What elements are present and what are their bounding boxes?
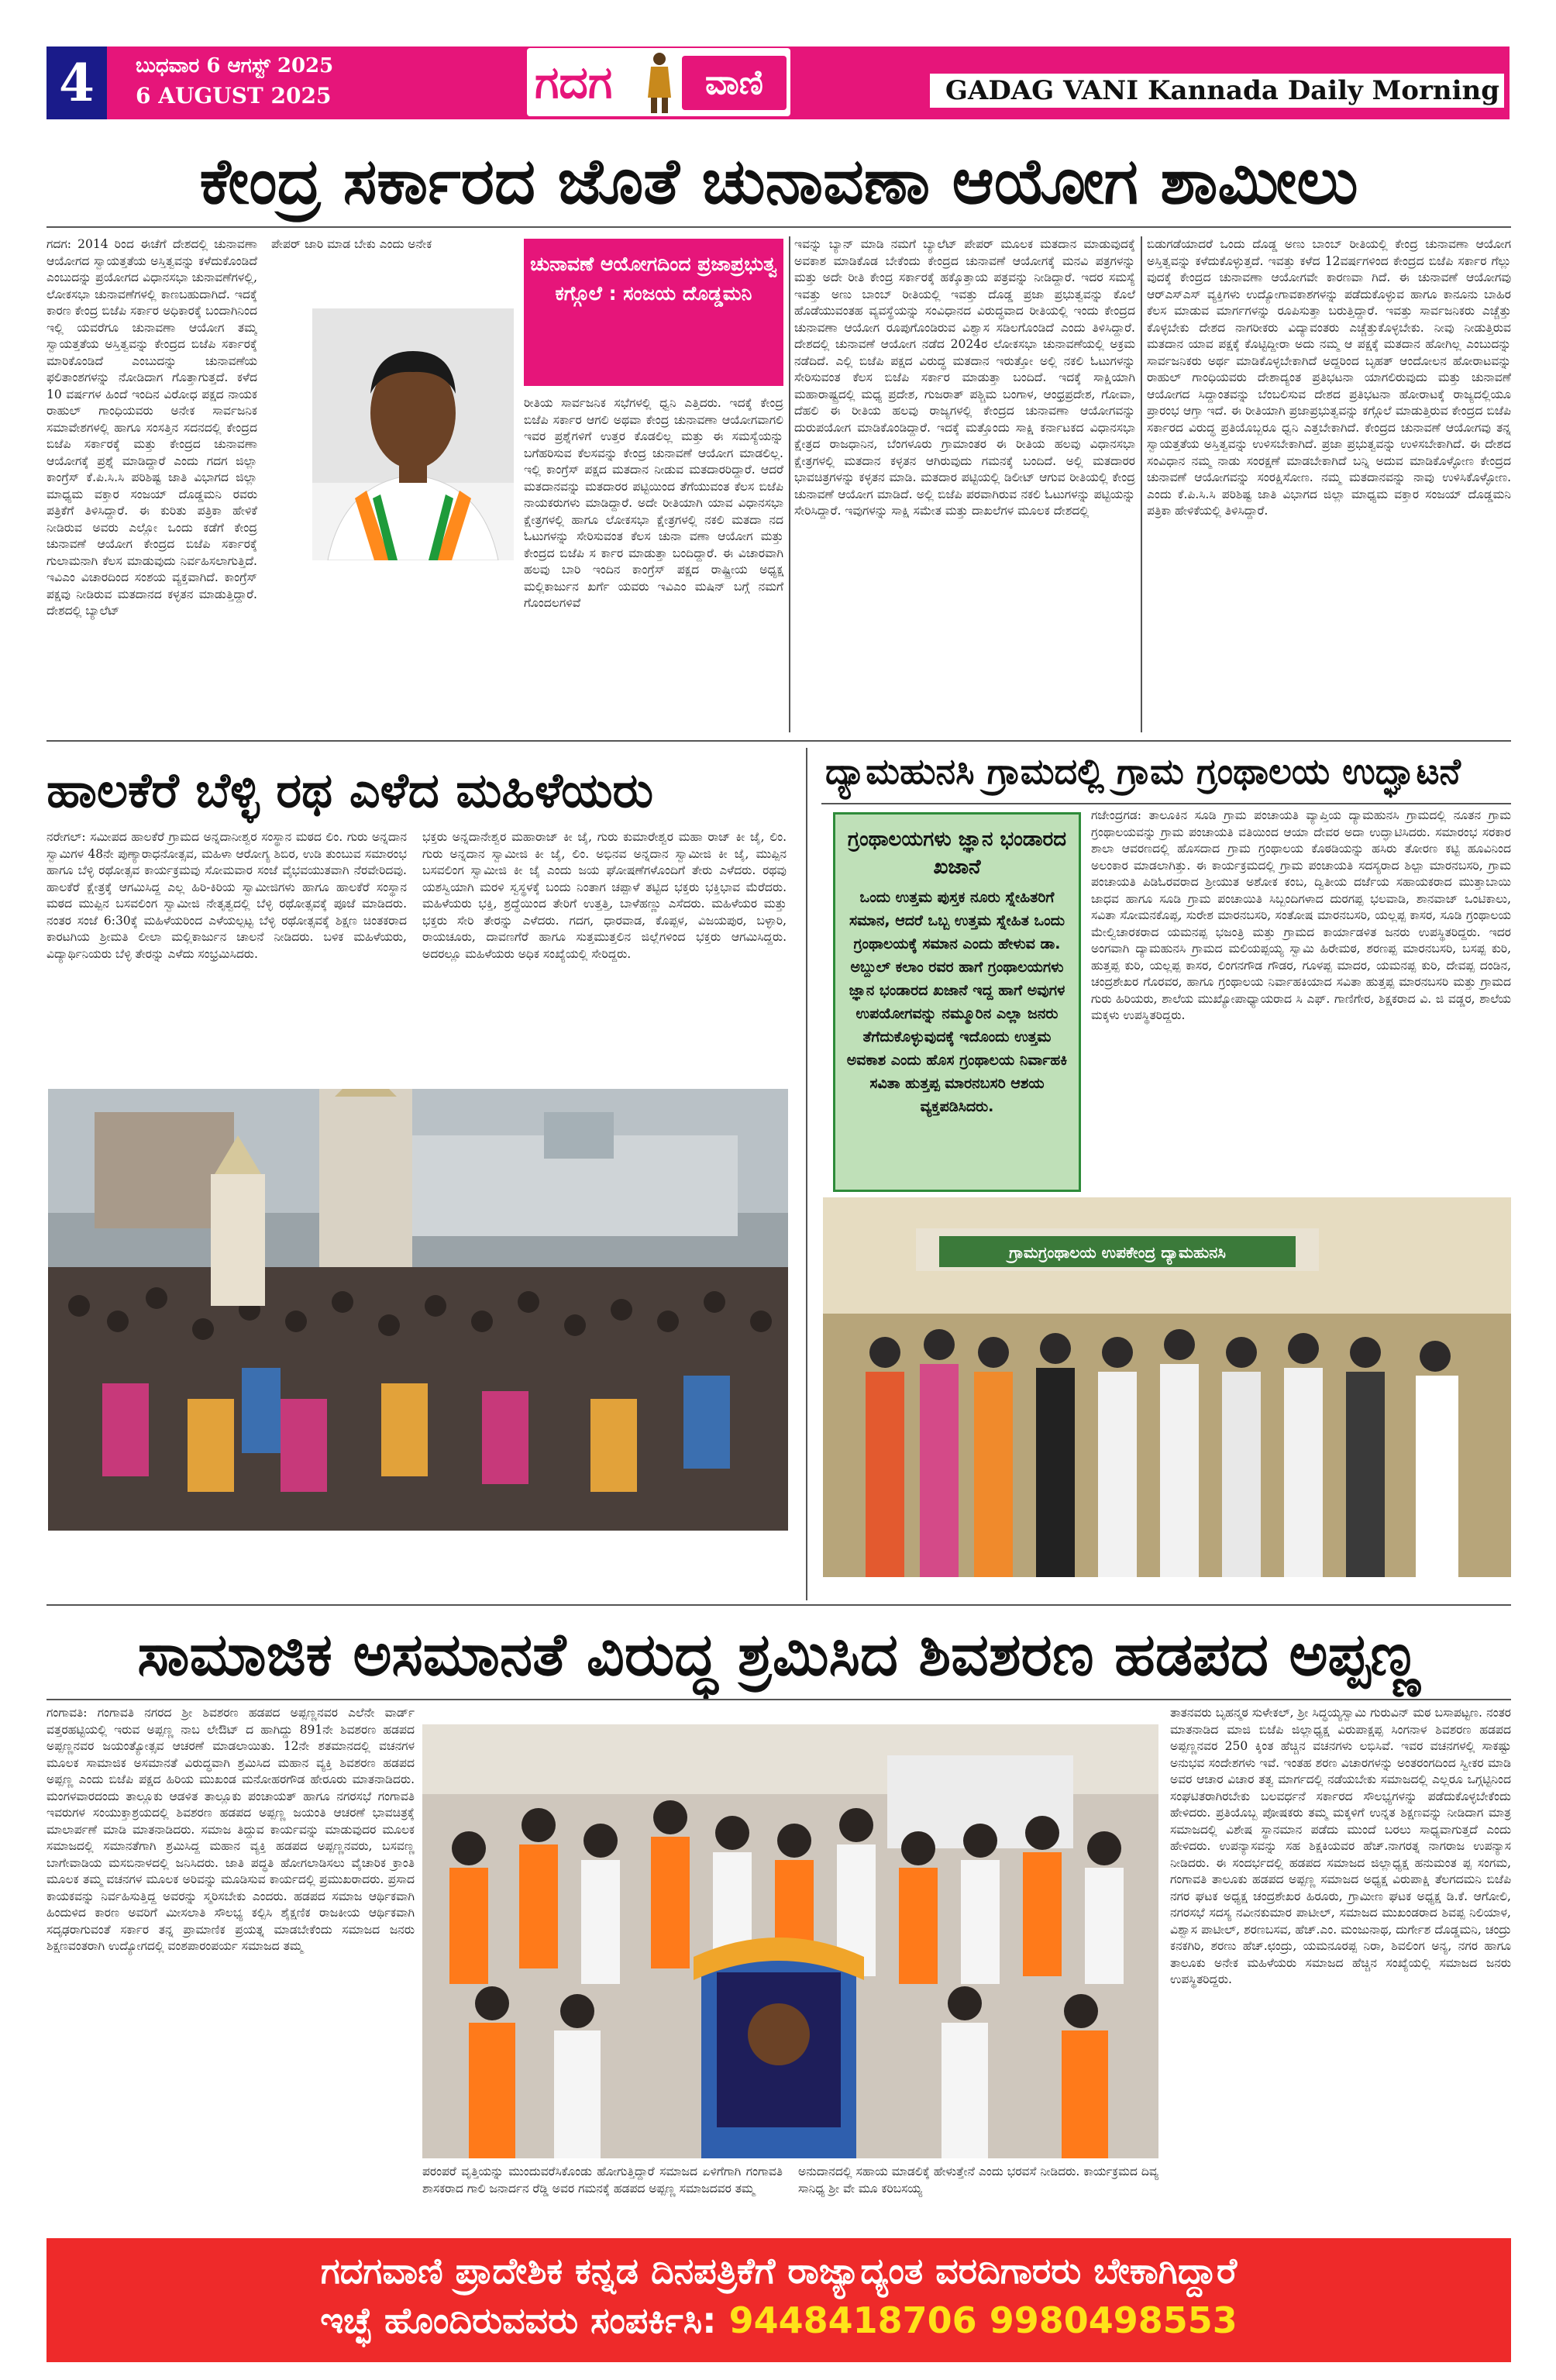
story1-col3: ಇವನ್ನು ಬ್ಯಾನ್ ಮಾಡಿ ನಮಗೆ ಬ್ಯಾಲೆಟ್ ಪೇಪರ್ ಮೂಲಕ ಮತದಾನ ಮಾಡುವುದಕ್ಕೆ ಅವಕಾಶ ಮಾಡಿಕೊಡ ಬೇಕೆಂದು ಕೇಂದ್ರದ ಚುನಾವಣೆ ಆಯೋಗಕ್ಕೆ ಮನವಿ ಪತ್ರಗಳನ್ನು ಮತ್ತು ಅದೇ ರೀತಿ ಕೇಂದ್ರ ಸರ್ಕಾರಕ್ಕೆ ಹಕ್ಕೊತ್ತಾಯ ಪತ್ರವನ್ನು ನೀಡಿದ್ದಾರೆ. ಇದರ ಸಮಸ್ಯೆ ಇವತ್ತು ಅಣು ಬಾಂಬ್ ರೀತಿಯಲ್ಲಿ ಇವತ್ತು ದೊಡ್ಡ ಪ್ರಜಾ ಪ್ರಭುತ್ವವನ್ನು ಕೊಲೆ ಹೊಡೆಯುವಂತಹ ವ್ಯವಸ್ಥೆಯನ್ನು ಸಂವಿಧಾನದ ವಿರುದ್ಧವಾದ ರೀತಿಯಲ್ಲಿ ಇಂದು ಕೇಂದ್ರದ ಚುನಾವಣಾ ಆಯೋಗ ರೂಪುಗೊಂಡಿರುವ ವಿಶ್ವಾಸ ಸಡಿಲಗೊಂಡಿದೆ ಎಂದು ತಿಳಿಸಿದ್ದಾರೆ. ದೇಶದಲ್ಲಿ ಚುನಾವಣೆ ಆಯೋಗ ನಡೆದ 2024ರ ಲೋಕಸಭಾ ಚುನಾವಣೆಯಲ್ಲಿ ಅಕ್ರಮ ನಡೆದಿದೆ. ಎಲ್ಲಿ ಬಿಜೆಪಿ ಪಕ್ಷದ ವಿರುದ್ಧ ಮತದಾನ ಇರುತ್ತೋ ಅಲ್ಲಿ ನಕಲಿ ಓಟುಗಳನ್ನು ಸೇರಿಸುವಂತ ಕೆಲಸ ಬಿಜೆಪಿ ಸರ್ಕಾರ ಮಾಡುತ್ತಾ ಬಂದಿದೆ. ಇದಕ್ಕೆ ಸಾಕ್ಷಿಯಾಗಿ ಮಹಾರಾಷ್ಟ್ರದಲ್ಲಿ ಮಧ್ಯ ಪ್ರದೇಶ, ಗುಜರಾತ್ ಪಶ್ಚಿಮ ಬಂಗಾಳ, ಆಂಧ್ರಪ್ರದೇಶ, ಗೋವಾ, ದೆಹಲಿ ಈ ರೀತಿಯ ಹಲವು ರಾಜ್ಯಗಳಲ್ಲಿ ಕೇಂದ್ರದ ಚುನಾವಣಾ ಆಯೋಗವನ್ನು ದುರುಪಯೋಗ ಮಾಡಿಕೊಂಡಿದ್ದಾರೆ. ಇದಕ್ಕೆ ಮತ್ತೊಂದು ಸಾಕ್ಷಿ ಕರ್ನಾಟಕದ ವಿಧಾನಸಭಾ ಕ್ಷೇತ್ರದ ರಾಜಧಾನಿನ, ಬೆಂಗಳೂರು ಗ್ರಾಮಾಂತರ ಈ ರೀತಿಯ ಹಲವು ವಿಧಾನಸಭಾ ಕ್ಷೇತ್ರಗಳಲ್ಲಿ ಮತದಾನ ಕಳ್ಳತನ ಆಗಿರುವುದು ಗಮನಕ್ಕೆ ಬಂದಿದೆ. ಅಲ್ಲಿ ಮತದಾರರ ಭಾವಚಿತ್ರಗಳನ್ನು ಕಳ್ಳತನ ಮಾಡಿ. ಮತದಾರ ಪಟ್ಟಿಯಲ್ಲಿ ಡಿಲೀಟ್ ಆಗುವ ರೀತಿಯಲ್ಲಿ ಕೇಂದ್ರ ಚುನಾವಣೆ ಆಯೋಗ ಮಾಡಿದೆ. ಅಲ್ಲಿ ಬಿಜೆಪಿ ಪರವಾಗಿರುವ ನಕಲಿ ಓಟುಗಳನ್ನು ಪಟ್ಟಿಯನ್ನು ಸೇರಿಸಿದ್ದಾರೆ. ಇವುಗಳನ್ನು ಸಾಕ್ಷಿ ಸಮೇತ ಮತ್ತು ದಾಖಲೆಗಳ ಮೂಲಕ ದೇಶದಲ್ಲಿ bbox=[794, 237, 1135, 518]
story1-col2-top: ಪೇಪರ್ ಜಾರಿ ಮಾಡ ಬೇಕು ಎಂದು ಅನೇಕ bbox=[271, 237, 432, 251]
masthead-gadag: ಗದಗ bbox=[535, 56, 613, 108]
crowd-scene-icon bbox=[48, 1089, 788, 1531]
column-rule bbox=[1141, 236, 1142, 732]
library-quote-box bbox=[833, 812, 1081, 1192]
story4-col1: ಗಂಗಾವತಿ: ಗಂಗಾವತಿ ನಗರದ ಶ್ರೀ ಶಿವಶರಣ ಹಡಪದ ಅಪ್ಪಣ್ಣನವರ ಎಲೆನೇ ವಾರ್ಡ್ ವತ್ತರಹಟ್ಟಿಯಲ್ಲಿ ಇರುವ ಅಪ್ಪಣ್ಣ ನಾಬ ಲೇಔಟ್ ದ ಹಾಗಿದ್ದು 891ನೇ ಶಿವಶರಣ ಹಡಪದ ಅಪ್ಪಣ್ಣನವರ ಜಯಂತ್ಯೋತ್ಸವ ಆಚರಣೆ ಮಾಡಲಾಯಿತು. 12ನೇ ಶತಮಾನದಲ್ಲಿ ವಚನಗಳ ಮೂಲಕ ಸಾಮಾಜಿಕ ಅಸಮಾನತೆ ವಿರುದ್ಧವಾಗಿ ಶ್ರಮಿಸಿದ ಮಹಾನ ವ್ಯಕ್ತಿ ಶಿವಶರಣ ಹಡಪದ ಅಪ್ಪಣ್ಣ ಎಂದು ಬಿಜೆಪಿ ಪಕ್ಷದ ಹಿರಿಯ ಮುಖಂಡ ಮನೋಹರಗೌಡ ಹೇರೂರು ಮಾತನಾಡಿದರು. ಮಂಗಳವಾರದಂದು ತಾಲ್ಲೂಕು ಆಡಳಿತ ತಾಲ್ಲೂಕು ಪಂಚಾಯತ್ ಹಾಗೂ ನಗರಸಭೆ ಗಂಗಾವತಿ ಇವರುಗಳ ಸಂಯುಕ್ತಾಶ್ರಯದಲ್ಲಿ ಶಿವಶರಣ ಹಡಪದ ಅಪ್ಪಣ್ಣ ಜಯಂತಿ ಆಚರಣೆ ಭಾವಚಿತ್ರಕ್ಕೆ ಮಾಲಾರ್ಪಣೆ ಮಾಡಿ ಮಾತನಾಡಿದರು. ಸಮಾಜ ತಿದ್ದುವ ಕಾರ್ಯವನ್ನು ಮಾಡುವುದರ ಮೂಲಕ ಸಮಾಜದಲ್ಲಿ ಸಮಾನತೆಗಾಗಿ ಶ್ರಮಿಸಿದ್ದ ಮಹಾನ ವ್ಯಕ್ತಿ ಹಡಪದ ಅಪ್ಪಣ್ಣನವರು, ಬಸವಣ್ಣ ಬಾಗೇವಾಡಿಯ ಮಸಬಿನಾಳದಲ್ಲಿ ಜನಿಸಿದರು. ಜಾತಿ ಪದ್ಧತಿ ಹೋಗಲಾಡಿಸಲು ವೈಚಾರಿಕ ಕ್ರಾಂತಿ ಮೂಲಕ ತಮ್ಮ ವಚನಗಳ ಮೂಲಕ ಅರಿವನ್ನು ಮೂಡಿಸುವ ಕಾರ್ಯದಲ್ಲಿ ಪ್ರಮುಖರಾದರು. ಪ್ರಸಾದ ಕಾಯಕವನ್ನು ನಿರ್ವಹಿಸುತ್ತಿದ್ದ ಅವರನ್ನು ಸ್ಮರಿಸಬೇಕು ಎಂದರು. ಹಡಪದ ಸಮಾಜ ಆರ್ಥಿಕವಾಗಿ ಹಿಂದುಳಿದ ಕಾರಣ ಅವರಿಗೆ ಮೀಸಲಾತಿ ಸೌಲಭ್ಯ ಕಲ್ಪಿಸಿ ಶೈಕ್ಷಣಿಕ ರಾಜಕೀಯ ಆರ್ಥಿಕವಾಗಿ ಸದೃಢರಾಗುವಂತೆ ಸರ್ಕಾರ ತನ್ನ ಪ್ರಾಮಾಣಿಕ ಪ್ರಯತ್ನ ಮಾಡಬೇಕೆಂದು ಸಮಾಜದ ಜನರು ಶಿಕ್ಷಣವಂತರಾಗಿ ಉದ್ಯೋಗದಲ್ಲಿ ವಂಶಪಾರಂಪರ್ಯ ಸಮಾಜದ ತಮ್ಮ bbox=[46, 1706, 415, 1953]
story1-col4: ಬಿಡುಗಡೆಯಾದರೆ ಒಂದು ದೊಡ್ಡ ಅಣು ಬಾಂಬ್ ರೀತಿಯಲ್ಲಿ ಕೇಂದ್ರ ಚುನಾವಣಾ ಆಯೋಗ ಅಸ್ತಿತ್ವವನ್ನು ಕಳೆದುಕೊಳ್ಳುತ್ತದೆ. ಇವತ್ತು ಕಳೆದ 12ವರ್ಷಗಳಿಂದ ಕೇಂದ್ರದ ಬಿಜೆಪಿ ಸರ್ಕಾರ ಗೆಲ್ಲು ವುದಕ್ಕೆ ಕೇಂದ್ರದ ಚುನಾವಣಾ ಆಯೋಗವೇ ಕಾರಣವಾ ಗಿದೆ. ಈ ಚುನಾವಣೆ ಆಯೋಗವು ಆರ್‌ಎಸ್‌ಎಸ್ ವ್ಯಕ್ತಿಗಳು ಉದ್ಯೋಗಾವಕಾಶಗಳನ್ನು ಪಡೆದುಕೊಳ್ಳುವ ಹಾಗೂ ಕಾನೂನು ಬಾಹಿರ ಕೆಲಸ ಮಾಡುವ ಮಾರ್ಗಗಳನ್ನು ರೂಪಿಸುತ್ತಾ ಬರುತ್ತಿದ್ದಾರೆ. ಇವತ್ತು ಸಾರ್ವಜನಿಕರು ಎಚ್ಚೆತ್ತು ಕೊಳ್ಳಬೇಕು ದೇಶದ ನಾಗರೀಕರು ವಿದ್ಯಾವಂತರು ಎಚ್ಚೆತ್ತುಕೊಳ್ಳಬೇಕು. ನೀವು ನೀಡುತ್ತಿರುವ ಮತದಾನ ಯಾವ ಪಕ್ಷಕ್ಕೆ ಕೊಟ್ಟಿದ್ದೀರಾ ಅದು ನಮ್ಮ ಆ ಪಕ್ಷಕ್ಕೆ ಮತದಾನ ಹೋಗಿಲ್ಲ ಎಂಬುದನ್ನು ಸಾರ್ವಜನಿಕರು ಅರ್ಥ ಮಾಡಿಕೊಳ್ಳಬೇಕಾಗಿದೆ ಅದ್ದರಿಂದ ಬೃಹತ್ ಆಂದೋಲನ ಹೋರಾಟವನ್ನು ರಾಹುಲ್ ಗಾಂಧಿಯವರು ದೇಶಾದ್ಯಂತ ಪ್ರತಿಭಟನಾ ಯಾಗಲಿರುವುದು ಮತ್ತು ಚುನಾವಣೆ ಆಯೋಗದ ಸಿದ್ದಾಂತವನ್ನು ಬೆಂಬಲಿಸುವ ದೇಶದ ಪ್ರತಿಭಟನಾ ಹೋರಾಟಕ್ಕೆ ರಾಜ್ಯದಲ್ಲಿಯೂ ಪ್ರಾರಂಭ ಆಗ್ತಾ ಇದೆ. ಈ ರೀತಿಯಾಗಿ ಪ್ರಜಾಪ್ರಭುತ್ವವನ್ನು ಕಗ್ಗೊಲೆ ಮಾಡುತ್ತಿರುವ ಕೇಂದ್ರದ ಬಿಜೆಪಿ ಸರ್ಕಾರದ ವಿರುದ್ಧ ಪ್ರತಿಯೊಬ್ಬರೂ ಧ್ವನಿ ಎತ್ತಬೇಕಾಗಿದೆ. ಕೇಂದ್ರದ ಚುನಾವಣೆ ಆಯೋಗವು ತನ್ನ ಸ್ವಾಯತ್ತತೆಯ ಅಸ್ತಿತ್ವವನ್ನು ಉಳಿಸಬೇಕಾಗಿದೆ. ಪ್ರಜಾ ಪ್ರಭುತ್ವವನ್ನು ಉಳಿಸಬೇಕಾಗಿದೆ. ಈ ದೇಶದ ಸಂವಿಧಾನ ನಮ್ಮ ನಾಡು ಸಂರಕ್ಷಣೆ ಮಾಡಬೇಕಾಗಿದೆ ಬನ್ನಿ ಅದುವ ಮಾಡಿಕೊಳ್ಳೋಣ ಕೇಂದ್ರದ ಚುನಾವಣೆ ಆಯೋಗವನ್ನು ಸಂರಕ್ಷಿಸೋಣ. ನಮ್ಮ ಮತದಾನವನ್ನು ನಾವು ಉಳಿಸಿಕೊಳ್ಳೋಣ. ಎಂದು ಕೆ.ಪಿ.ಸಿ.ಸಿ ಪರಿಶಿಷ್ಟ ಜಾತಿ ವಿಭಾಗದ ಜಿಲ್ಲಾ ಮಾಧ್ಯಮ ವಕ್ತಾರ ಸಂಜಯ್ ದೊಡ್ಡಮನಿ ಪತ್ರಿಕಾ ಹೇಳಿಕೆಯಲ್ಲಿ ತಿಳಿಸಿದ್ದಾರೆ. bbox=[1147, 237, 1511, 518]
library-box-title: ಗ್ರಂಥಾಲಯಗಳು ಜ್ಞಾನ ಭಂಡಾರದ ಖಜಾನೆ bbox=[847, 828, 1067, 879]
headline-hadapada-appanna: ಸಾಮಾಜಿಕ ಅಸಮಾನತೆ ವಿರುದ್ಧ ಶ್ರಮಿಸಿದ ಶಿವಶರಣ ಹಡಪದ ಅಪ್ಪಣ್ಣ bbox=[137, 1620, 1420, 1689]
story4-col4: ತಾತನವರು ಬೃಹನ್ಮಠ ಸುಳೇಕಲ್, ಶ್ರೀ ಸಿದ್ಧಯ್ಯಸ್ವಾಮಿ ಗುರುವಿನ್ ಮಠ ಬಸಾಪಟ್ಟಣ. ನಂತರ ಮಾತನಾಡಿದ ಮಾಜಿ ಬಿಜೆಪಿ ಜಿಲ್ಲಾಧ್ಯಕ್ಷ ವಿರುಪಾಕ್ಷಪ್ಪ ಸಿಂಗನಾಳ ಶಿವಶರಣ ಹಡಪದ ಅಪ್ಪಣ್ಣನವರ 250 ಕ್ಕಿಂತ ಹೆಚ್ಚಿನ ವಚನಗಳು ಲಭಿಸಿವೆ. ಇವರ ವಚನಗಳಲ್ಲಿ ಸಾಕಷ್ಟು ಅನುಭವ ಸಂದೇಶಗಳು ಇವೆ. ಇಂತಹ ಶರಣ ವಿಚಾರಗಳನ್ನು ಅಂತರಂಗದಿಂದ ಸ್ವೀಕರ ಮಾಡಿ ಅವರ ಆಚಾರ ವಿಚಾರ ತತ್ವ ಮಾರ್ಗದಲ್ಲಿ ನಡೆಯಬೇಕು ಸಮಾಜದಲ್ಲಿ ಎಲ್ಲರೂ ಒಗ್ಗಟ್ಟಿನಿಂದ ಸಂಘಟಿತರಾಗಿರಬೇಕು ಬಲವರ್ಧನೆ ಸರ್ಕಾರದ ಸೌಲಭ್ಯಗಳನ್ನು ಪಡೆದುಕೊಳ್ಳಬೇಕೆಂದು ಹೇಳಿದರು. ಪ್ರತಿಯೊಬ್ಬ ಪೋಷಕರು ತಮ್ಮ ಮಕ್ಕಳಿಗೆ ಉನ್ನತ ಶಿಕ್ಷಣವನ್ನು ನೀಡಿದಾಗ ಮಾತ್ರ ಸಮಾಜದಲ್ಲಿ ವಿಶೇಷ ಸ್ಥಾನಮಾನ ಪಡೆದು ಮುಂದೆ ಬರಲು ಸಾಧ್ಯವಾಗುತ್ತದೆ ಎಂದು ಹೇಳಿದರು. ಉಪನ್ಯಾಸವನ್ನು ಸಹ ಶಿಕ್ಷಕಿಯವರ ಹೆಚ್.ನಾಗರತ್ನ ನಾಗರಾಜ ಉಪನ್ಯಾಸ ನೀಡಿದರು. ಈ ಸಂದರ್ಭದಲ್ಲಿ ಹಡಪದ ಸಮಾಜದ ಜಿಲ್ಲಾಧ್ಯಕ್ಷ ಹನುಮಂತ ಪ್ಪ ಸಂಗಮ, ಗಂಗಾವತಿ ತಾಲೂಕು ಹಡಪದ ಅಪ್ಪಣ್ಣ ಸಮಾಜದ ಅಧ್ಯಕ್ಷ ವಿರುಪಾಕ್ಷಿ ತೆಲಗದಮನಿ ಬಿಜೆಪಿ ನಗರ ಘಟಕ ಅಧ್ಯಕ್ಷ ಚಂದ್ರಶೇಖರ ಹಿರೂರು, ಗ್ರಾಮೀಣ ಘಟಕ ಅಧ್ಯಕ್ಷ ಡಿ.ಕೆ. ಆಗೋಲಿ, ನಗರಸಭೆ ಸದಸ್ಯ ನವೀನಕುಮಾರ ಪಾಟೀಲ್, ಸಮಾಜದ ಮುಖಂಡರಾದ ಶಿವಪ್ಪ ನಿಲಿಯಾಳ, ವಿಶ್ವಾಸ ಪಾಟೀಲ್, ಶರಣಬಸವ, ಹೆಚ್.ಎಂ. ಮಂಜುನಾಥ, ದುರ್ಗೇಶ ದೊಡ್ಡಮನಿ, ಚಂದ್ರು ಕನಕಗಿರಿ, ಶರಣು ಹೆಚ್.ಛಂದ್ರು, ಯಮನೂರಪ್ಪ ನಿರಾ, ಶಿವಲಿಂಗ ಅನ್ಯ, ನಗರ ಹಾಗೂ ತಾಲೂಕು ಅನೇಕ ಮಹಿಳೆಯರು ಸಮಾಜದ ಹೆಚ್ಚಿನ ಸಂಖ್ಯೆಯಲ್ಲಿ ಸಮಾಜದ ಜನರು ಉಪಸ್ಥಿತರಿದ್ದರು. bbox=[1170, 1706, 1511, 1986]
story3-text: ಗಜೇಂದ್ರಗಡ: ತಾಲೂಕಿನ ಸೂಡಿ ಗ್ರಾಮ ಪಂಚಾಯತಿ ವ್ಯಾಪ್ತಿಯ ದ್ಯಾಮಹುನಸಿ ಗ್ರಾಮದಲ್ಲಿ ನೂತನ ಗ್ರಾಮ ಗ್ರಂಥಾಲಯವನ್ನು ಗ್ರಾಮ ಪಂಚಾಯತಿ ವತಿಯಿಂದ ಆಯಾ ದೇವರ ಅದಾ ಉದ್ಘಾಟಿಸಿದರು. ಸಮಾರಂಭ ಸರಕಾರ ಶಾಲಾ ಆವರಣದಲ್ಲಿ ಹೊಸದಾದ ಗ್ರಾಮ ಗ್ರಂಥಾಲಯ ಕೊಠಡಿಯನ್ನು ಹಸಿರು ತೋರಣ ಕಟ್ಟಿ ಹೂವಿನಿಂದ ಅಲಂಕಾರ ಮಾಡಲಾಗಿತ್ತು. ಈ ಕಾರ್ಯಕ್ರಮದಲ್ಲಿ ಗ್ರಾಮ ಪಂಚಾಯತಿ ಸದಸ್ಯರಾದ ಶಿಲ್ಪಾ ಮಾರನಬಸರಿ, ಗ್ರಾಮ ಪಂಚಾಯತಿ ಪಿಡಿಓರವರಾದ ಶ್ರೀಯುತ ಅಶೋಕ ಕಂಬ, ದ್ವಿತೀಯ ದರ್ಜೆಯ ಸಹಾಯಕರಾದ ಮುತ್ತಾಬಾಯಿ ಜಾಧವ ಹಾಗೂ ಸೂಡಿ ಗ್ರಾಮ ಪಂಚಾಯಿತಿ ಸಿಬ್ಬಂದಿಗಳಾದ ದುರಗಪ್ಪ ಭಲವಾಡಿ, ಶಾನವಾಜ್ ಒಂಟಿಕಾಲು, ಸವಿತಾ ಸೋಮನಕೊಪ್ಪ, ಸುರೇಶ ಮಾರನಬಸರಿ, ಸಂತೋಷ ಮಾರನಬಸರಿ, ಯಲ್ಲಪ್ಪ ಕಾಸರ, ಸೂಡಿ ಗ್ರಂಥಾಲಯ ಮೇಲ್ವಿಚಾರಕರಾದ ಯಮನಪ್ಪ ಭಜಂತ್ರಿ ಮತ್ತು ಗ್ರಾಮದ ಕಾರ್ಯಾಡಳಿತ ಜನರು ಉಪಸ್ಥಿತರಿದ್ದರು. ಇದರ ಅಂಗವಾಗಿ ದ್ಯಾಮಹುನಸಿ ಗ್ರಾಮದ ಮಲಿಯಪ್ಪಯ್ಯ ಸ್ವಾಮಿ ಹಿರೇಮಠ, ಶರಣಪ್ಪ ಮಾರನಬಸರಿ, ಬಸಪ್ಪ ಕುರಿ, ಹುತ್ತಪ್ಪ ಕುರಿ, ಯಲ್ಲಪ್ಪ ಕಾಸರ, ಲಿಂಗನಗೌಡ ಗೌಡರ, ಗೂಳಪ್ಪ ಮಾದರ, ಯಮನಪ್ಪ ಕುರಿ, ದೇವಪ್ಪ ದಂಡಿನ, ಚಂದ್ರಶೇಖರ ಗೊರವರ, ಹಾಗೂ ಗ್ರಂಥಾಲಯ ನಿರ್ವಾಹಕಿಯಾದ ಸವಿತಾ ಹುತ್ತಪ್ಪ ಮಾರನಬಸರಿ ಮತ್ತು ಗ್ರಾಮದ ಗುರು ಹಿರಿಯರು, ಶಾಲೆಯ ಮುಖ್ಯೋಪಾಧ್ಯಾಯರಾದ ಸಿ ಎಫ್. ಗಾಣಿಗೇರ, ಶಿಕ್ಷಕರಾದ ವಿ. ಜಿ ವಡ್ಡರ, ಶಾಲೆಯ ಮಕ್ಕಳು ಉಪಸ್ಥಿತರಿದ್ದರು. bbox=[1091, 808, 1511, 1022]
column-rule bbox=[806, 748, 807, 1600]
footer-phone[interactable]: 9448418706 9980498553 bbox=[728, 2299, 1238, 2341]
english-title: GADAG VANI Kannada Daily Morning bbox=[930, 74, 1504, 108]
date-english: 6 AUGUST 2025 bbox=[136, 83, 332, 108]
divider bbox=[821, 803, 1511, 804]
masthead-figure-icon bbox=[642, 50, 677, 115]
page-number: 4 bbox=[46, 46, 107, 119]
story1-col2: ರೀತಿಯ ಸಾರ್ವಜನಿಕ ಸಭೆಗಳಲ್ಲಿ ಧ್ವನಿ ಎತ್ತಿದರು. ಇದಕ್ಕೆ ಕೇಂದ್ರ ಬಿಜೆಪಿ ಸರ್ಕಾರ ಆಗಲಿ ಅಥವಾ ಕೇಂದ್ರ ಚುನಾವಣಾ ಆಯೋಗವಾಗಲಿ ಇವರ ಪ್ರಶ್ನೆಗಳಿಗೆ ಉತ್ತರ ಕೊಡಲಿಲ್ಲ ಮತ್ತು ಈ ಸಮಸ್ಯೆಯನ್ನು ಬಗೆಹರಿಸುವ ಕೆಲಸವನ್ನು ಕೇಂದ್ರ ಚುನಾವಣೆ ಆಯೋಗ ಮಾಡಲಿಲ್ಲ. ಇಲ್ಲಿ ಕಾಂಗ್ರೆಸ್ ಪಕ್ಷದ ಮತದಾನ ನೀಡುವ ಮತದಾರರಿದ್ದಾರೆ. ಆದರೆ ಮತದಾನವನ್ನು ಮತದಾರರ ಪಟ್ಟಿಯಿಂದ ತೆಗೆಯುವಂತ ಕೆಲಸ ಬಿಜೆಪಿ ನಾಯಕರುಗಳು ಮಾಡಿದ್ದಾರೆ. ಅದೇ ರೀತಿಯಾಗಿ ಯಾವ ವಿಧಾನಸಭಾ ಕ್ಷೇತ್ರಗಳಲ್ಲಿ ಹಾಗೂ ಲೋಕಸಭಾ ಕ್ಷೇತ್ರಗಳಲ್ಲಿ ನಕಲಿ ಮತದಾ ನದ ಓಟುಗಳನ್ನು ಸೇರಿಸುವಂತ ಕೆಲಸ ಚುನಾ ವಣಾ ಆಯೋಗ ಮತ್ತು ಕೇಂದ್ರದ ಬಿಜೆಪಿ ಸ ರ್ಕಾರ ಮಾಡುತ್ತಾ ಬಂದಿದ್ದಾರೆ. ಈ ವಿಚಾರವಾಗಿ ಹಲವು ಬಾರಿ ಇಂದಿನ ಕಾಂಗ್ರೆಸ್ ಪಕ್ಷದ ರಾಷ್ಟ್ರೀಯ ಅಧ್ಯಕ್ಷ ಮಲ್ಲಿಕಾರ್ಜುನ ಖರ್ಗೆ ಯವರು ಇವಿಎಂ ಮಷಿನ್ ಬಗ್ಗೆ ನಮಗೆ ಗೊಂದಲಗಳಿವೆ bbox=[524, 396, 783, 610]
divider bbox=[46, 1604, 1511, 1606]
jayanti-ceremony-photo bbox=[422, 1724, 1158, 2158]
footer-line2 bbox=[46, 2296, 1511, 2345]
date-kannada: ಬುಧವಾರ 6 ಆಗಸ್ಟ್ 2025 bbox=[136, 54, 334, 77]
story4-col2: ಪರಂಪರೆ ವೃತ್ತಿಯನ್ನು ಮುಂದುವರೆಸಿಕೊಂಡು ಹೋಗುತ್ತಿದ್ದಾರೆ ಸಮಾಜದ ಏಳಿಗೆಗಾಗಿ ಗಂಗಾವತಿ ಶಾಸಕರಾದ ಗಾಲಿ ಜನಾರ್ದನ ರೆಡ್ಡಿ ಅವರ ಗಮನಕ್ಕೆ ಹಡಪದ ಅಪ್ಪಣ್ಣ ಸಮಾಜದವರ ತಮ್ಮ bbox=[422, 2165, 783, 2196]
divider bbox=[46, 1699, 1511, 1700]
story4-col3: ಅನುದಾನದಲ್ಲಿ ಸಹಾಯ ಮಾಡಲಿಕ್ಕೆ ಹೇಳುತ್ತೇನೆ ಎಂದು ಭರವಸೆ ನೀಡಿದರು. ಕಾರ್ಯಕ್ರಮದ ದಿವ್ಯ ಸಾನಿಧ್ಯ ಶ್ರೀ ವೇ ಮೂ ಕರಿಬಸಯ್ಯ bbox=[798, 2165, 1158, 2196]
story2-col1: ನರೇಗಲ್: ಸಮೀಪದ ಹಾಲಕೆರೆ ಗ್ರಾಮದ ಅನ್ನದಾನೀಶ್ವರ ಸಂಸ್ಥಾನ ಮಠದ ಲಿಂ. ಗುರು ಅನ್ನದಾನ ಸ್ವಾಮಿಗಳ 48ನೇ ಪುಣ್ಯಾರಾಧನೋತ್ಸವ, ಮಹಿಳಾ ಆರೋಗ್ಯ ಶಿಬಿರ, ಉಡಿ ತುಂಬುವ ಸಮಾರಂಭ ಹಾಗೂ ಬೆಳ್ಳಿ ರಥೋತ್ಸವ ಕಾರ್ಯಕ್ರಮವು ಸೋಮವಾರ ಸಂಜೆ ವೈಭವಯುತವಾಗಿ ನೆರವೇರಿದವು. ಹಾಲಕೆರೆ ಕ್ಷೇತ್ರಕ್ಕೆ ಆಗಮಿಸಿದ್ದ ಎಲ್ಲ ಹಿರಿ-ಕಿರಿಯ ಸ್ವಾಮೀಜಿಗಳು ಹಾಗೂ ಹಾಲಕೆರೆ ಸಂಸ್ಥಾನ ಮಠದ ಮುಪ್ಪಿನ ಬಸವಲಿಂಗ ಸ್ವಾಮೀಜಿ ನೇತೃತ್ವದಲ್ಲಿ ಬೆಳ್ಳಿ ರಥೋತ್ಸವಕ್ಕೆ ಪೂಜೆ ಮಾಡಿದರು. ನಂತರ ಸಂಜೆ 6:30ಕ್ಕೆ ಮಹಿಳೆಯರಿಂದ ಎಳೆಯಲ್ಪಟ್ಟ ಬೆಳ್ಳಿ ರಥೋತ್ಸವಕ್ಕೆ ಶಿಕ್ಷಣ ಚಿಂತಕರಾದ ಕಾರಟಗಿಯ ಶ್ರೀಮತಿ ಲೀಲಾ ಮಲ್ಲಿಕಾರ್ಜುನ ಚಾಲನೆ ನೀಡಿದರು. ಬಳಿಕ ಮಹಿಳೆಯರು, ವಿದ್ಯಾರ್ಥಿನಿಯರು ಬೆಳ್ಳಿ ತೇರನ್ನು ಎಳೆದು ಸಂಭ್ರಮಿಸಿದರು. bbox=[46, 830, 407, 961]
chariot-festival-photo bbox=[48, 1089, 788, 1531]
library-group-photo bbox=[823, 1197, 1511, 1577]
headline-library-inauguration: ದ್ಯಾಮಹುನಸಿ ಗ್ರಾಮದಲ್ಲಿ ಗ್ರಾಮ ಗ್ರಂಥಾಲಯ ಉದ್ಘಾಟನೆ bbox=[825, 750, 1461, 792]
library-banner-text: ಗ್ರಾಮಗ್ರಂಥಾಲಯ ಉಪಕೇಂದ್ರ ದ್ಯಾಮಹುನಸಿ bbox=[1009, 1243, 1226, 1262]
library-box-body: ಒಂದು ಉತ್ತಮ ಪುಸ್ತಕ ನೂರು ಸ್ನೇಹಿತರಿಗೆ ಸಮಾನ, ಆದರೆ ಒಬ್ಬ ಉತ್ತಮ ಸ್ನೇಹಿತ ಒಂದು ಗ್ರಂಥಾಲಯಕ್ಕೆ ಸಮಾನ ಎಂದು ಹೇಳುವ ಡಾ. ಅಬ್ದುಲ್ ಕಲಾಂ ರವರ ಹಾಗೆ ಗ್ರಂಥಾಲಯಗಳು ಜ್ಞಾನ ಭಂಡಾರದ ಖಜಾನೆ ಇದ್ದ ಹಾಗೆ ಅವುಗಳ ಉಪಯೋಗವನ್ನು ನಮ್ಮೂರಿನ ಎಲ್ಲಾ ಜನರು ತೆಗೆದುಕೊಳ್ಳುವುದಕ್ಕೆ ಇದೊಂದು ಉತ್ತಮ ಅವಕಾಶ ಎಂದು ಹೊಸ ಗ್ರಂಥಾಲಯ ನಿರ್ವಾಹಕಿ ಸವಿತಾ ಹುತ್ತಪ್ಪ ಮಾರನಬಸರಿ ಆಶಯ ವ್ಯಕ್ತಪಡಿಸಿದರು. bbox=[846, 889, 1068, 1115]
masthead-vani: ವಾಣಿ bbox=[682, 56, 787, 110]
divider bbox=[46, 226, 1511, 228]
headline-silver-chariot: ಹಾಲಕೆರೆ ಬೆಳ್ಳಿ ರಥ ಎಳೆದ ಮಹಿಳೆಯರು bbox=[46, 762, 654, 818]
pull-quote-box: ಚುನಾವಣೆ ಆಯೋಗದಿಂದ ಪ್ರಜಾಪ್ರಭುತ್ವ ಕಗ್ಗೊಲೆ : ಸಂಜಯ ದೊಡ್ಡಮನಿ bbox=[524, 239, 783, 386]
portrait-photo bbox=[312, 308, 514, 560]
ceremony-scene-icon bbox=[422, 1724, 1158, 2158]
footer-line1: ಗದಗವಾಣಿ ಪ್ರಾದೇಶಿಕ ಕನ್ನಡ ದಿನಪತ್ರಿಕೆಗೆ ರಾಜ್ಯಾದ್ಯಂತ ವರದಿಗಾರರು ಬೇಕಾಗಿದ್ದಾರೆ bbox=[320, 2250, 1238, 2292]
footer-contact-label: ಇಚ್ಛೆ ಹೊಂದಿರುವವರು ಸಂಪರ್ಕಿಸಿ: bbox=[320, 2299, 717, 2341]
portrait-person-icon bbox=[312, 308, 514, 560]
column-rule bbox=[789, 236, 790, 732]
headline-election-commission: ಕೇಂದ್ರ ಸರ್ಕಾರದ ಜೊತೆ ಚುನಾವಣಾ ಆಯೋಗ ಶಾಮೀಲು bbox=[199, 145, 1358, 219]
story1-col1: ಗದಗ: 2014 ರಿಂದ ಈಚೆಗೆ ದೇಶದಲ್ಲಿ ಚುನಾವಣಾ ಆಯೋಗದ ಸ್ವಾಯತ್ತತೆಯ ಅಸ್ತಿತ್ವವನ್ನು ಕಳೆದುಕೊಂಡಿದೆ ಎಂಬುದನ್ನು ಪ್ರಯೋಗದ ವಿಧಾನಸಭಾ ಚುನಾವಣೆಗಳಲ್ಲಿ, ಲೋಕಸಭಾ ಚುನಾವಣೆಗಳಲ್ಲಿ ಕಾಣಬಹುದಾಗಿದೆ. ಇದಕ್ಕೆ ಕಾರಣ ಕೇಂದ್ರ ಬಿಜೆಪಿ ಸರ್ಕಾರ ಅಧಿಕಾರಕ್ಕೆ ಬಂದಾಗಿನಿಂದ ಇಲ್ಲಿ ಯವರೆಗೂ ಚುನಾವಣಾ ಆಯೋಗ ತಮ್ಮ ಸ್ವಾಯತ್ತತೆಯ ಅಸ್ತಿತ್ವವನ್ನು ಕೇಂದ್ರದ ಬಿಜೆಪಿ ಸರ್ಕಾರಕ್ಕೆ ಮಾರಿಕೊಂಡಿದೆ ಎಂಬುದನ್ನು ಚುನಾವಣೆಯ ಫಲಿತಾಂಶಗಳನ್ನು ನೋಡಿದಾಗ ಗೊತ್ತಾಗುತ್ತದೆ. ಕಳೆದ 10 ವರ್ಷಗಳ ಹಿಂದೆ ಇಂದಿನ ವಿರೋಧ ಪಕ್ಷದ ನಾಯಕ ರಾಹುಲ್ ಗಾಂಧಿಯವರು ಅನೇಕ ಸಾರ್ವಜನಿಕ ಸಮಾವೇಶಗಳಲ್ಲಿ ಹಾಗೂ ಸಂಸತ್ತಿನ ಸದನದಲ್ಲಿ ಕೇಂದ್ರದ ಬಿಜೆಪಿ ಸರ್ಕಾರಕ್ಕೆ ಮತ್ತು ಕೇಂದ್ರದ ಚುನಾವಣಾ ಆಯೋಗಕ್ಕೆ ಪ್ರಶ್ನೆ ಮಾಡಿದ್ದಾರೆ ಎಂದು ಗದಗ ಜಿಲ್ಲಾ ಕಾಂಗ್ರೆಸ್ ಕೆ.ಪಿ.ಸಿ.ಸಿ ಪರಿಶಿಷ್ಟ ಜಾತಿ ವಿಭಾಗದ ಜಿಲ್ಲಾ ಮಾಧ್ಯಮ ವಕ್ತಾರ ಸಂಜಯ್ ದೊಡ್ಡಮನಿ ರವರು ಪತ್ರಿಕೆಗೆ ತಿಳಿಸಿದ್ದಾರೆ. ಈ ಕುರಿತು ಪತ್ರಿಕಾ ಹೇಳಿಕೆ ನೀಡಿರುವ ಅವರು ಎಲ್ಲೋ ಒಂದು ಕಡೆಗೆ ಕೇಂದ್ರ ಚುನಾವಣೆ ಆಯೋಗ ಕೇಂದ್ರದ ಬಿಜೆಪಿ ಸರ್ಕಾರಕ್ಕೆ ಗುಲಾಮನಾಗಿ ಕೆಲಸ ಮಾಡುವುದು ನಿರ್ವಹಿಸಲಾಗುತ್ತಿದೆ. ಇವಿಎಂ ವಿಚಾರದಿಂದ ಸಂಶಯ ವ್ಯಕ್ತವಾಗಿದೆ. ಕಾಂಗ್ರೆಸ್ ಪಕ್ಷವು ನೀಡಿರುವ ಮತದಾನದ ಕಳ್ಳತನ ಮಾಡುತ್ತಿದ್ದಾರೆ. ದೇಶದಲ್ಲಿ ಬ್ಯಾಲೆಟ್ bbox=[46, 237, 257, 618]
story2-col2: ಭಕ್ತರು ಅನ್ನದಾನೇಶ್ವರ ಮಹಾರಾಜ್ ಕೀ ಜೈ, ಗುರು ಕುಮಾರೇಶ್ವರ ಮಹಾ ರಾಜ್ ಕೀ ಜೈ, ಲಿಂ. ಗುರು ಅನ್ನದಾನ ಸ್ವಾಮೀಜಿ ಕೀ ಜೈ, ಲಿಂ. ಅಭಿನವ ಅನ್ನದಾನ ಸ್ವಾಮೀಜಿ ಕೀ ಜೈ, ಮುಪ್ಪಿನ ಬಸವಲಿಂಗ ಸ್ವಾಮೀಜಿ ಕೀ ಜೈ ಎಂದು ಜಯ ಘೋಷಣೆಗಳೊಂದಿಗೆ ತೇರು ಎಳೆದರು. ರಥವು ಯಶಸ್ವಿಯಾಗಿ ಮರಳಿ ಸ್ವಸ್ಥಳಕ್ಕೆ ಬಂದು ನಿಂತಾಗ ಚಪ್ಪಾಳೆ ತಟ್ಟಿದ ಭಕ್ತರು ಭಕ್ತಿಭಾವ ಮೆರೆದರು. ಮಹಿಳೆಯರು ಭಕ್ತಿ, ಶ್ರದ್ಧೆಯಿಂದ ತೇರಿಗೆ ಉತ್ತತ್ತಿ, ಬಾಳೆಹಣ್ಣು ಎಸೆದರು. ಮಹಿಳೆಯರ ಮತ್ತು ಭಕ್ತರು ಸೇರಿ ತೇರನ್ನು ಎಳೆದರು. ಗದಗ, ಧಾರವಾಡ, ಕೊಪ್ಪಳ, ವಿಜಯಪುರ, ಬಳ್ಳಾರಿ, ರಾಯಚೂರು, ದಾವಣಗೆರೆ ಹಾಗೂ ಸುತ್ತಮುತ್ತಲಿನ ಜಿಲ್ಲೆಗಳಿಂದ ಭಕ್ತರು ಆಗಮಿಸಿದ್ದರು. ಅದರಲ್ಲೂ ಮಹಿಳೆಯರು ಅಧಿಕ ಸಂಖ್ಯೆಯಲ್ಲಿ ಸೇರಿದ್ದರು. bbox=[422, 830, 787, 961]
divider bbox=[46, 740, 1511, 742]
